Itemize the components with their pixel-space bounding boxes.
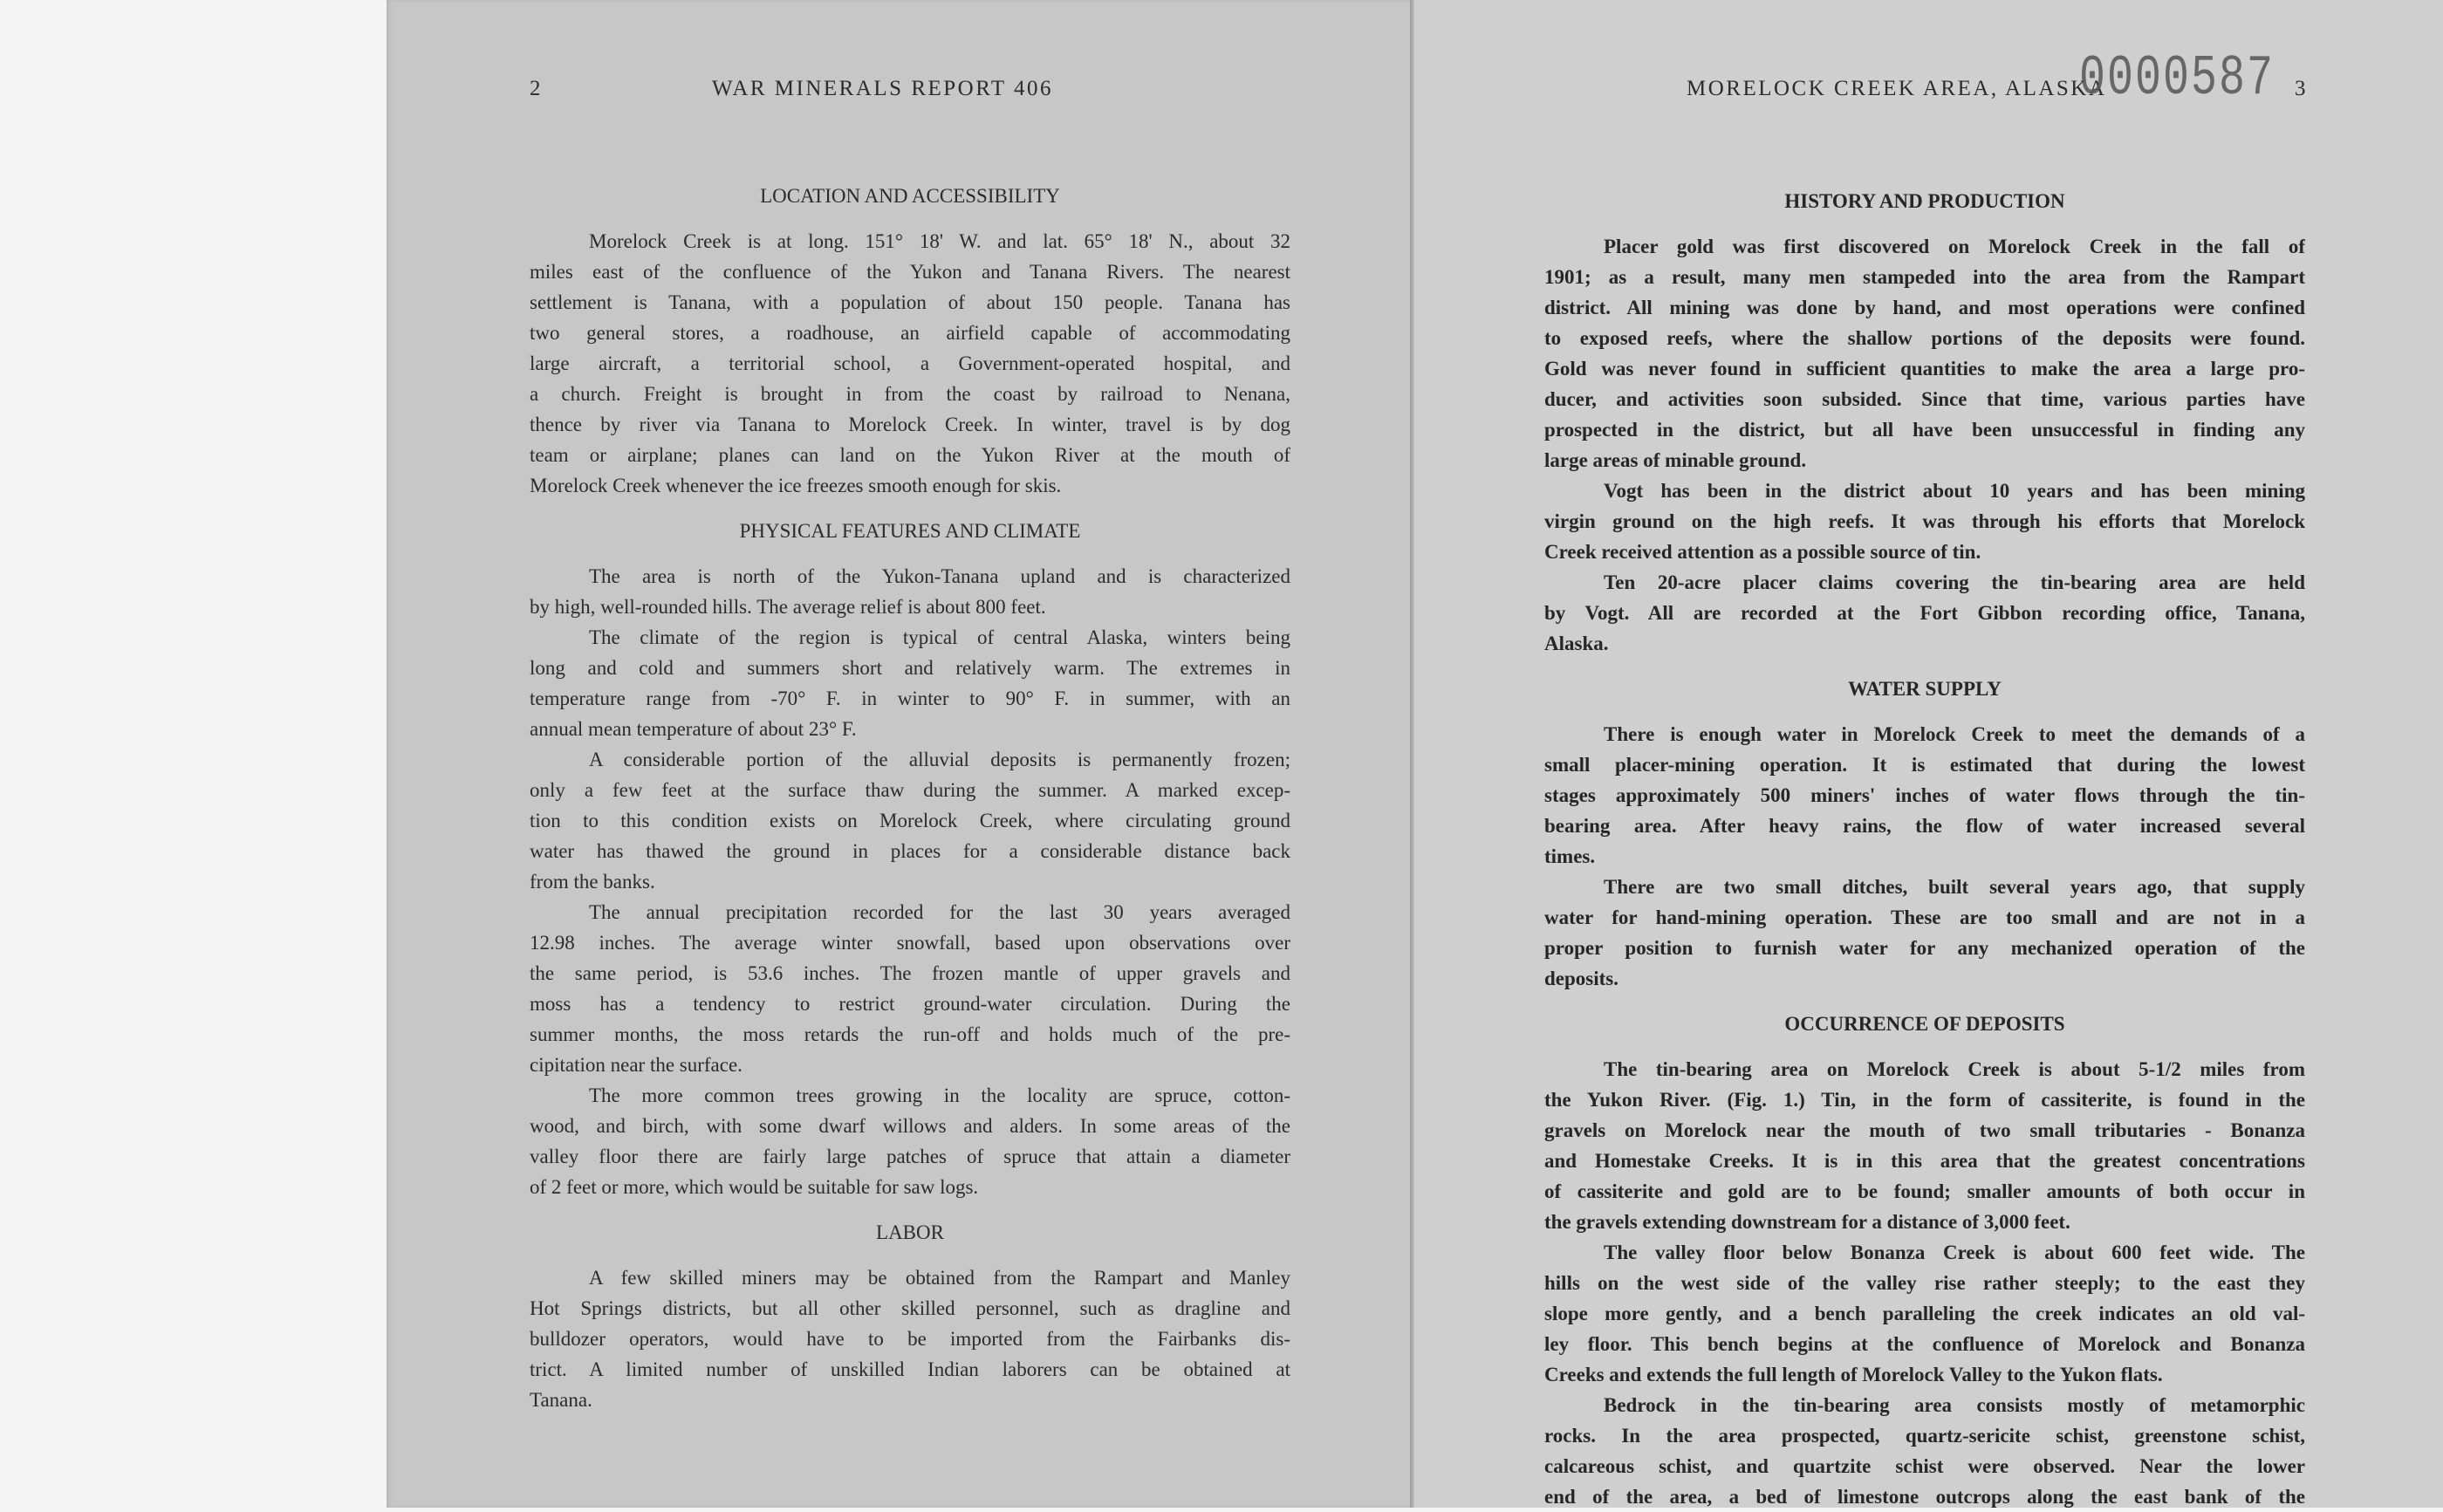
running-head: MORELOCK CREEK AREA, ALASKA — [1687, 77, 2107, 100]
text-line: 12.98 inches. The average winter snowfall, based upon observations over — [530, 932, 1290, 954]
paragraph — [1544, 231, 2305, 475]
text-line: the Yukon River. (Fig. 1.) Tin, in the form of cassiterite, is found in the — [1544, 1089, 2305, 1111]
text-line: There is enough water in Morelock Creek to meet the demands of a — [1604, 723, 2305, 745]
text-line: miles east of the confluence of the Yukon and Tanana Rivers. The nearest — [530, 261, 1290, 283]
text-line: team or airplane; planes can land on the Yukon River at the mouth of — [530, 444, 1290, 466]
text-line: moss has a tendency to restrict ground-water circulation. During the — [530, 993, 1290, 1015]
text-line: tion to this condition exists on Morelock Creek, where circulating ground — [530, 810, 1290, 831]
paragraph — [530, 1262, 1290, 1415]
text-line: summer months, the moss retards the run-off and holds much of the pre- — [530, 1023, 1290, 1045]
text-line: end of the area, a bed of limestone outcrops along the east bank of the — [1544, 1486, 2305, 1508]
text-line: ducer, and activities soon subsided. Since that time, various parties have — [1544, 388, 2305, 410]
paragraph — [530, 561, 1290, 622]
section-heading: WATER SUPPLY — [1848, 678, 2002, 700]
text-line: Gold was never found in sufficient quantities to make the area a large pro- — [1544, 358, 2305, 380]
text-line: settlement is Tanana, with a population of about 150 people. Tanana has — [530, 291, 1290, 313]
text-line: bulldozer operators, would have to be imported from the Fairbanks dis- — [530, 1328, 1290, 1350]
text-line: water for hand-mining operation. These are too small and are not in a — [1544, 907, 2305, 928]
paragraph — [530, 897, 1290, 1080]
text-line: proper position to furnish water for any mechanized operation of the — [1544, 937, 2305, 959]
text-line: The climate of the region is typical of central Alaska, winters being — [589, 626, 1290, 648]
text-line: times. — [1544, 845, 1596, 867]
stamp-number: 0000587 — [2079, 46, 2275, 112]
text-line: deposits. — [1544, 968, 1618, 989]
text-line: The area is north of the Yukon-Tanana upland and is characterized — [589, 565, 1290, 587]
text-line: annual mean temperature of about 23° F. — [530, 718, 857, 740]
left-page — [387, 0, 1412, 1508]
text-line: long and cold and summers short and relatively warm. The extremes in — [530, 657, 1290, 679]
paragraph — [530, 622, 1290, 744]
text-line: by Vogt. All are recorded at the Fort Gibbon recording office, Tanana, — [1544, 602, 2305, 624]
text-line: There are two small ditches, built several years ago, that supply — [1604, 876, 2305, 898]
text-line: A considerable portion of the alluvial deposits is permanently frozen; — [589, 749, 1290, 770]
text-line: large aircraft, a territorial school, a Government-operated hospital, and — [530, 352, 1290, 374]
text-line: Bedrock in the tin-bearing area consists mostly of metamorphic — [1604, 1394, 2305, 1416]
paragraph — [530, 744, 1290, 897]
text-line: large areas of minable ground. — [1544, 449, 1807, 471]
section-heading: OCCURRENCE OF DEPOSITS — [1784, 1013, 2065, 1035]
page-number: 2 — [530, 77, 541, 100]
section-heading: LOCATION AND ACCESSIBILITY — [760, 185, 1060, 207]
text-line: virgin ground on the high reefs. It was through his efforts that Morelock — [1544, 510, 2305, 532]
section-heading: PHYSICAL FEATURES AND CLIMATE — [739, 520, 1081, 542]
paragraph — [1544, 475, 2305, 567]
text-line: to exposed reefs, where the shallow portions of the deposits were found. — [1544, 327, 2305, 349]
text-line: Creeks and extends the full length of Morelock Valley to the Yukon flats. — [1544, 1364, 2163, 1385]
paragraph — [1544, 1390, 2305, 1512]
text-line: ley floor. This bench begins at the confluence of Morelock and Bonanza — [1544, 1333, 2305, 1355]
text-line: Placer gold was first discovered on Morelock Creek in the fall of — [1604, 236, 2305, 257]
text-column — [530, 166, 1290, 1415]
text-line: by high, well-rounded hills. The average relief is about 800 feet. — [530, 596, 1046, 618]
running-head: WAR MINERALS REPORT 406 — [712, 77, 1053, 100]
text-line: The more common trees growing in the locality are spruce, cotton- — [589, 1084, 1290, 1106]
text-line: the gravels extending downstream for a distance of 3,000 feet. — [1544, 1211, 2070, 1233]
text-line: calcareous schist, and quartzite schist were observed. Near the lower — [1544, 1455, 2305, 1477]
blank-margin — [0, 0, 387, 1508]
text-line: valley floor there are fairly large patches of spruce that attain a diameter — [530, 1146, 1290, 1167]
text-line: only a few feet at the surface thaw during the summer. A marked excep- — [530, 779, 1290, 801]
text-line: prospected in the district, but all have been unsuccessful in finding any — [1544, 419, 2305, 441]
section-heading: LABOR — [876, 1221, 944, 1243]
paragraph — [530, 226, 1290, 501]
text-line: The annual precipitation recorded for the last 30 years averaged — [589, 901, 1290, 923]
text-line: Ten 20-acre placer claims covering the tin-bearing area are held — [1604, 571, 2305, 593]
text-line: The tin-bearing area on Morelock Creek is about 5-1/2 miles from — [1604, 1058, 2305, 1080]
text-line: from the banks. — [530, 871, 655, 893]
right-page — [1414, 0, 2443, 1508]
text-line: district. All mining was done by hand, and most operations were confined — [1544, 297, 2305, 318]
text-line: slope more gently, and a bench paralleling the creek indicates an old val- — [1544, 1303, 2305, 1324]
text-line: of cassiterite and gold are to be found; smaller amounts of both occur in — [1544, 1180, 2305, 1202]
text-column — [1544, 171, 2305, 1512]
text-line: Morelock Creek is at long. 151° 18' W. and lat. 65° 18' N., about 32 — [589, 230, 1290, 252]
text-line: The valley floor below Bonanza Creek is about 600 feet wide. The — [1604, 1242, 2305, 1263]
text-line: Vogt has been in the district about 10 years and has been mining — [1604, 480, 2305, 502]
paragraph — [1544, 872, 2305, 994]
text-line: A few skilled miners may be obtained from the Rampart and Manley — [589, 1267, 1290, 1289]
text-line: cipitation near the surface. — [530, 1054, 742, 1076]
paragraph — [1544, 719, 2305, 872]
text-line: small placer-mining operation. It is estimated that during the lowest — [1544, 754, 2305, 776]
text-line: stages approximately 500 miners' inches of water flows through the tin- — [1544, 784, 2305, 806]
paragraph — [1544, 1054, 2305, 1237]
text-line: a church. Freight is brought in from the coast by railroad to Nenana, — [530, 383, 1290, 405]
text-line: and Homestake Creeks. It is in this area that the greatest concentrations — [1544, 1150, 2305, 1172]
text-line: of 2 feet or more, which would be suitable for saw logs. — [530, 1176, 979, 1198]
text-line: trict. A limited number of unskilled Indian laborers can be obtained at — [530, 1358, 1290, 1380]
text-line: gravels on Morelock near the mouth of two small tributaries - Bonanza — [1544, 1119, 2305, 1141]
text-line: Alaska. — [1544, 633, 1609, 654]
text-line: Hot Springs districts, but all other skilled personnel, such as dragline and — [530, 1297, 1290, 1319]
paragraph — [530, 1080, 1290, 1202]
text-line: rocks. In the area prospected, quartz-sericite schist, greenstone schist, — [1544, 1425, 2305, 1447]
text-line: temperature range from -70° F. in winter to 90° F. in summer, with an — [530, 688, 1290, 709]
paragraph — [1544, 567, 2305, 659]
text-line: thence by river via Tanana to Morelock Creek. In winter, travel is by dog — [530, 414, 1290, 435]
text-line: 1901; as a result, many men stampeded into the area from the Rampart — [1544, 266, 2305, 288]
text-line: the same period, is 53.6 inches. The frozen mantle of upper gravels and — [530, 962, 1290, 984]
text-line: Tanana. — [530, 1389, 592, 1411]
text-line: wood, and birch, with some dwarf willows and alders. In some areas of the — [530, 1115, 1290, 1137]
paragraph — [1544, 1237, 2305, 1390]
section-heading: HISTORY AND PRODUCTION — [1784, 190, 2065, 212]
page-number: 3 — [2295, 77, 2306, 100]
text-line: Morelock Creek whenever the ice freezes smooth enough for skis. — [530, 475, 1062, 496]
text-line: water has thawed the ground in places for a considerable distance back — [530, 840, 1290, 862]
text-line: bearing area. After heavy rains, the flow of water increased several — [1544, 815, 2305, 837]
text-line: Creek received attention as a possible source of tin. — [1544, 541, 1981, 563]
text-line: hills on the west side of the valley rise rather steeply; to the east they — [1544, 1272, 2305, 1294]
text-line: two general stores, a roadhouse, an airfield capable of accommodating — [530, 322, 1290, 344]
